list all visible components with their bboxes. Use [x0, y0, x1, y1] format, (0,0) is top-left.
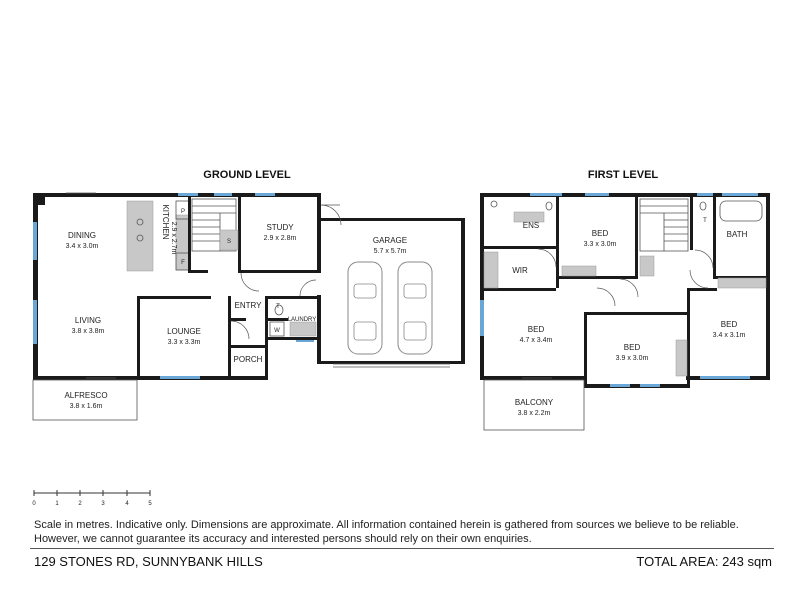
wall: [33, 193, 38, 379]
wall: [584, 312, 690, 315]
ground-level-title: GROUND LEVEL: [203, 169, 291, 181]
room-size-lounge: 3.3 x 3.3m: [167, 339, 201, 346]
mark-fridge: F: [181, 260, 185, 266]
window: [480, 300, 484, 336]
wall: [33, 193, 321, 197]
car-icon: [398, 262, 432, 354]
mark-toilet: T: [276, 304, 280, 310]
window: [610, 384, 630, 387]
wall: [268, 318, 288, 321]
room-size-study: 2.9 x 2.8m: [263, 235, 297, 242]
room-name-alfresco: ALFRESCO: [64, 391, 108, 400]
door-swing: [300, 280, 316, 296]
window: [640, 384, 660, 387]
first-level-title: FIRST LEVEL: [587, 169, 659, 181]
linen-cupboard: [640, 256, 654, 276]
room-size-kitchen: 2.9 x 2.7m: [170, 221, 177, 255]
room-name-bath: BATH: [726, 230, 748, 239]
wardrobe: [718, 278, 766, 288]
wall: [556, 197, 559, 288]
door-swing: [321, 205, 341, 225]
wall: [461, 218, 465, 364]
wall: [238, 270, 320, 273]
wall: [33, 376, 267, 380]
window: [722, 193, 758, 196]
room-name-living: LIVING: [74, 316, 102, 325]
scale-tick: 0: [32, 501, 36, 507]
window: [160, 376, 200, 379]
wall: [635, 197, 638, 279]
room-name-wir: WIR: [512, 266, 528, 275]
wall: [188, 197, 191, 273]
wall: [317, 295, 321, 364]
mark-pantry: P: [180, 209, 186, 215]
wall: [228, 345, 268, 348]
wall: [265, 337, 321, 340]
window: [214, 193, 232, 196]
wall: [713, 197, 716, 277]
toilet-icon: [546, 202, 552, 210]
door-swing: [231, 321, 249, 339]
alfresco-outline: [33, 380, 137, 420]
window: [700, 376, 750, 379]
wall: [690, 197, 693, 250]
wall: [317, 218, 464, 221]
total-area: TOTAL AREA: 243 sqm: [636, 554, 772, 569]
room-name-ens: ENS: [522, 221, 540, 230]
property-address: 129 STONES RD, SUNNYBANK HILLS: [34, 554, 263, 569]
scale-tick: 5: [148, 501, 152, 507]
door-swing: [690, 270, 708, 288]
wall: [228, 296, 231, 380]
wall: [317, 361, 465, 364]
room-size-bed-master: 4.7 x 3.4m: [519, 337, 553, 344]
wall: [228, 318, 246, 321]
room-name-dining: DINING: [68, 231, 96, 240]
wall: [238, 197, 241, 273]
room-size-dining: 3.4 x 3.0m: [65, 243, 99, 250]
disclaimer-line-2: However, we cannot guarantee its accuracy and interested persons should rely on their own enquiries.: [34, 533, 532, 545]
door-swing: [597, 288, 615, 306]
window: [33, 222, 37, 260]
mark-store: S: [226, 239, 232, 245]
room-name-balcony: BALCONY: [514, 398, 554, 407]
room-size-bed-mid: 3.9 x 3.0m: [615, 355, 649, 362]
room-name-lounge: LOUNGE: [167, 327, 201, 336]
window: [178, 193, 198, 196]
toilet-icon: [700, 202, 706, 210]
mark-toilet: T: [703, 218, 707, 224]
room-name-bed-mid: BED: [623, 343, 641, 352]
mark-washer: W: [274, 328, 280, 334]
room-size-bed-right: 3.4 x 3.1m: [712, 332, 746, 339]
door-swing: [538, 249, 556, 267]
room-size-alfresco: 3.8 x 1.6m: [69, 403, 103, 410]
room-size-living: 3.8 x 3.8m: [71, 328, 105, 335]
room-name-kitchen: KITCHEN: [161, 204, 170, 240]
door-swing: [620, 279, 638, 297]
wall: [556, 276, 638, 279]
room-size-garage: 5.7 x 5.7m: [373, 248, 407, 255]
wall: [265, 296, 321, 299]
disclaimer-line-1: Scale in metres. Indicative only. Dimensions are approximate. All information contained herein is gathered from sources we believe to be reliable.: [34, 519, 739, 531]
room-name-bed-master: BED: [527, 325, 545, 334]
room-name-garage: GARAGE: [372, 236, 408, 245]
wall-corner: [33, 193, 45, 205]
room-size-bed-top: 3.3 x 3.0m: [583, 241, 617, 248]
room-name-porch: PORCH: [233, 355, 263, 364]
door-swing: [695, 250, 713, 268]
scale-bar: [32, 490, 152, 507]
room-name-study: STUDY: [266, 223, 294, 232]
window: [255, 193, 275, 196]
wardrobe: [562, 266, 596, 276]
scale-tick: 3: [101, 501, 105, 507]
divider: [30, 548, 774, 549]
wall: [687, 288, 717, 291]
scale-tick: 1: [55, 501, 59, 507]
wall: [137, 296, 211, 299]
bathtub-icon: [720, 201, 762, 221]
room-name-laundry: LAUNDRY: [287, 317, 317, 323]
wall: [484, 288, 556, 291]
room-name-entry: ENTRY: [234, 301, 262, 310]
wardrobe: [676, 340, 687, 376]
wall: [584, 312, 587, 388]
wall: [766, 193, 770, 380]
ground-level-plan: [33, 193, 465, 420]
room-name-bed-right: BED: [720, 320, 738, 329]
wall: [584, 384, 690, 388]
window: [530, 193, 562, 196]
kitchen-island: [127, 201, 153, 271]
wall: [480, 193, 484, 379]
room-name-bed-top: BED: [591, 229, 609, 238]
wall: [687, 288, 690, 388]
window: [33, 300, 37, 344]
room-size-balcony: 3.8 x 2.2m: [517, 410, 551, 417]
window: [697, 193, 713, 196]
car-icon: [348, 262, 382, 354]
stairs: [640, 199, 688, 251]
wall: [484, 246, 556, 249]
wall: [317, 193, 321, 273]
first-level-plan: [480, 193, 770, 430]
wardrobe-shelf: [484, 252, 498, 288]
scale-tick: 2: [78, 501, 82, 507]
wall: [188, 270, 208, 273]
laundry-bench: [290, 322, 316, 336]
shower-icon: [491, 201, 497, 207]
door-swing: [241, 273, 259, 291]
scale-tick: 4: [125, 501, 129, 507]
window: [585, 193, 609, 196]
wall: [137, 296, 140, 379]
